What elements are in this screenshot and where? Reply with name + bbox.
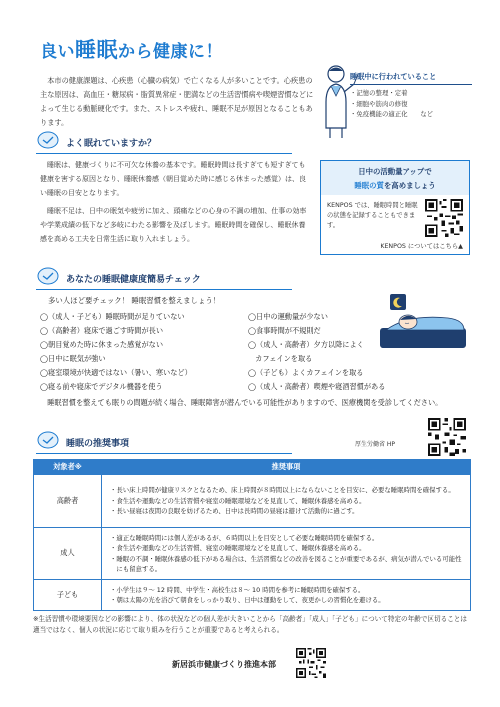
check-bubble-icon xyxy=(36,431,60,451)
table-row xyxy=(34,580,471,611)
target-cell: 子ども xyxy=(34,580,102,611)
recommendation-item: ・長い床上時間が健康リスクとなるため、床上時間が８時間以上にならないことを目安に、必要な睡眠時間を確保する。 xyxy=(110,486,455,495)
recommendation-item: ・長い昼寝は夜間の良眠を妨げるため、日中は長時間の昼寝は避けて活動的に過ごす。 xyxy=(110,507,359,516)
organization-name: 新居浜市健康づくり推進本部 xyxy=(172,660,276,669)
check-lead-text: 多い人ほど要チェック！ 睡眠習慣を整えましょう！ xyxy=(48,296,221,305)
sleep-facts-title: 睡眠中に行われていること xyxy=(350,72,472,85)
sleep-paragraph-2: 睡眠不足は、日中の眠気や疲労に加え、頭痛などの心身の不調の増加、仕事の効率や学業成績の低下など多岐にわたる影響を及ぼします。睡眠時間を確保し、睡眠休養感を高める工夫を日常生活に取り入れましょう。 xyxy=(40,207,307,244)
mhlw-qr-code-icon[interactable] xyxy=(428,418,466,456)
recommendation-item: ・朝は太陽の光を浴びて朝食をしっかり取り、日中は運動をして、夜更かしの習慣化を避ける。 xyxy=(110,596,385,604)
page-title xyxy=(40,34,223,64)
target-cell: 成人 xyxy=(34,528,102,580)
checklist-item[interactable]: ◯（成人・子ども）睡眠時間が足りていない xyxy=(40,312,185,321)
check-bubble-icon xyxy=(36,267,60,287)
title-part1: 良い xyxy=(40,42,75,62)
section-heading-sleep-check xyxy=(36,268,292,290)
sleep-facts-box xyxy=(350,72,472,120)
organization-qr-code-icon[interactable] xyxy=(296,648,326,678)
checklist-item[interactable]: ◯（子ども）よくカフェインを取る xyxy=(248,368,364,377)
recommendation-item: ・小学生は９～ 12 時間、中学生・高校生は８～ 10 時間を参考に睡眠時間を確保する。 xyxy=(110,585,365,594)
section-heading-sleep-quality xyxy=(36,132,292,154)
section-title: あなたの睡眠健康度簡易チェック xyxy=(66,275,201,285)
list-item: ・記憶の整理・定着 xyxy=(350,89,408,97)
recommendations-cell xyxy=(102,580,471,611)
line2-rest: を高めましょう xyxy=(383,181,436,190)
recommendations-cell xyxy=(102,475,471,528)
recommendation-item: ・食生活や運動などの生活習慣、寝室の睡眠環境などを見直して、睡眠休養感を高める。 xyxy=(110,544,366,553)
sleep-facts-list xyxy=(350,88,472,120)
column-header-recommendations: 推奨事項 xyxy=(102,460,471,475)
title-part2: 睡眠 xyxy=(75,38,118,62)
sleep-paragraph-1: 睡眠は、健康づくりに不可欠な休養の基本です。睡眠時間は長すぎても短すぎても健康を害する原因となり、睡眠休養感（朝目覚めた時に感じる休まった感覚）は、良い睡眠の目安となります。 xyxy=(40,161,306,198)
kenpos-description: KENPOS では、睡眠時間と睡眠の状態を記録することもできます。 xyxy=(327,202,418,229)
recommendation-item: ・適正な睡眠時間には個人差があるが、６時間以上を目安として必要な睡眠時間を確保する。 xyxy=(110,533,379,542)
highlight-text: 睡眠の質 xyxy=(354,181,384,190)
title-part3: から健康に！ xyxy=(118,42,223,62)
kenpos-box-line2 xyxy=(321,180,469,191)
section-heading-recommendations xyxy=(36,432,292,454)
kenpos-qr-code-icon[interactable] xyxy=(425,199,463,237)
kenpos-box-line1: 日中の活動量アップで xyxy=(358,167,432,176)
checklist-item[interactable]: ◯寝る前や寝床でデジタル機器を使う xyxy=(40,382,163,391)
table-row xyxy=(34,475,471,528)
checklist-item[interactable]: ◯日中の運動量が少ない xyxy=(248,312,328,321)
kenpos-box-header xyxy=(321,161,469,195)
recommendations-cell xyxy=(102,528,471,580)
column-header-target: 対象者※ xyxy=(34,460,102,475)
target-cell: 高齢者 xyxy=(34,475,102,528)
footnote: ※生活習慣や環境要因などの影響により、体の状況などの個人差が大きいことから「高齢者」「成人」「子ども」について特定の年齢で区切ることは適当ではなく、個人の状況に応じて取り組みを行うことが重要であると考えられる。 xyxy=(33,615,467,634)
checklist-item[interactable]: ◯（成人・高齢者）夕方以降によく xyxy=(248,340,364,349)
list-item: ・免疫機能の適正化 など xyxy=(350,110,434,118)
recommendation-item: ・食生活や運動などの生活習慣や寝室の睡眠環境などを見直して、睡眠休養感を高める。 xyxy=(110,496,366,505)
table-row xyxy=(34,528,471,580)
checklist-item[interactable]: ◯（成人・高齢者）喫煙や寝酒習慣がある xyxy=(248,382,386,391)
checklist-item[interactable]: ◯食事時間が不規則だ xyxy=(248,326,321,335)
check-bubble-icon xyxy=(36,131,60,151)
checklist-item[interactable]: ◯日中に眠気が強い xyxy=(40,354,106,363)
checklist-item[interactable]: ◯（高齢者）寝床で過ごす時間が長い xyxy=(40,326,164,335)
recommendations-table xyxy=(33,459,471,611)
checklist-item[interactable]: ◯寝室環境が快適ではない（暑い、寒いなど） xyxy=(40,368,192,377)
table-header-row xyxy=(34,460,471,475)
checklist-note: 睡眠習慣を整えても眠りの問題が続く場合、睡眠障害が潜んでいる可能性がありますので、医療機関を受診してください。 xyxy=(47,398,443,407)
checklist-item-continued: カフェインを取る xyxy=(248,354,313,363)
list-item: ・細胞や筋肉の修復 xyxy=(350,99,408,108)
intro-paragraph: 本市の健康課題は、心疾患（心臓の病気）で亡くなる人が多いことです。心疾患の主な原因は、高血圧・糖尿病・脂質異常症・肥満などの生活習慣病や喫煙習慣などによって生じる動脈硬化です。また、ストレスや疲れ、睡眠不足が原因となることもあります。 xyxy=(40,76,314,127)
checklist-item[interactable]: ◯朝目覚めた時に休まった感覚がない xyxy=(40,340,164,349)
sleeping-person-icon xyxy=(378,288,468,350)
section-title: よく眠れていますか？ xyxy=(66,139,157,149)
kenpos-info-box xyxy=(320,160,470,255)
section-title: 睡眠の推奨事項 xyxy=(66,439,130,449)
recommendation-item: ・睡眠の不調・睡眠休養感の低下がある場合は、生活習慣などの改善を図ることが重要であるが、病気が潜んでいる可能性にも留意する。 xyxy=(110,554,462,573)
mhlw-source-label: 厚生労働省 HP xyxy=(355,441,396,448)
kenpos-link[interactable]: KENPOS についてはこちら▲ xyxy=(380,243,463,250)
